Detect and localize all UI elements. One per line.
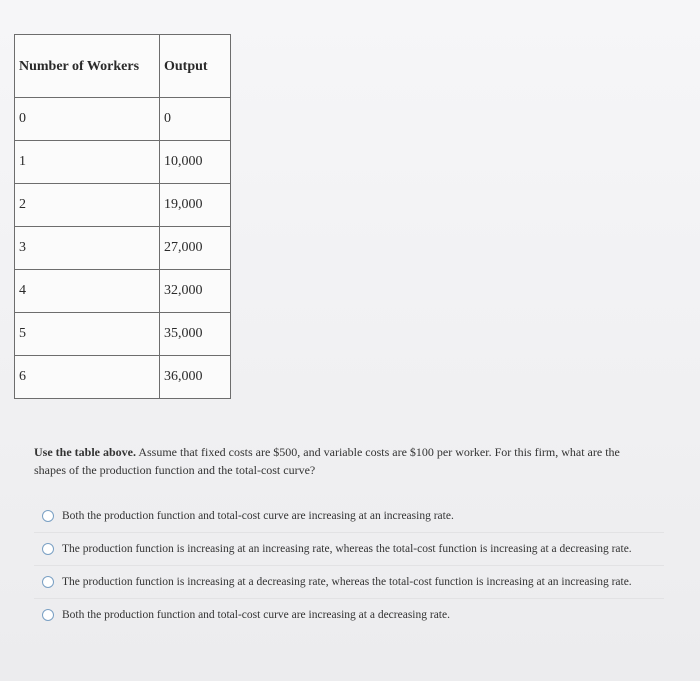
header-number-of-workers: Number of Workers xyxy=(15,35,160,98)
radio-button-icon[interactable] xyxy=(42,543,54,555)
answer-option-label: The production function is increasing at an increasing rate, whereas the total-cost function is increasing at a decreasing rate. xyxy=(62,543,632,555)
table-row xyxy=(15,356,231,399)
workers-cell: 2 xyxy=(15,184,160,227)
table-row xyxy=(15,270,231,313)
answer-option-1[interactable] xyxy=(34,500,664,532)
answer-option-4[interactable] xyxy=(34,598,664,631)
header-output: Output xyxy=(160,35,231,98)
output-cell: 10,000 xyxy=(160,141,231,184)
table-header-row xyxy=(15,35,231,98)
output-cell: 32,000 xyxy=(160,270,231,313)
output-cell: 19,000 xyxy=(160,184,231,227)
workers-cell: 5 xyxy=(15,313,160,356)
question-text xyxy=(34,443,654,479)
workers-output-table xyxy=(14,34,231,399)
table-row xyxy=(15,141,231,184)
output-cell: 27,000 xyxy=(160,227,231,270)
output-cell: 0 xyxy=(160,98,231,141)
answer-option-label: Both the production function and total-cost curve are increasing at an increasing rate. xyxy=(62,510,454,522)
table-row xyxy=(15,184,231,227)
workers-cell: 3 xyxy=(15,227,160,270)
radio-button-icon[interactable] xyxy=(42,510,54,522)
workers-cell: 1 xyxy=(15,141,160,184)
answer-option-label: The production function is increasing at a decreasing rate, whereas the total-cost function is increasing at an increasing rate. xyxy=(62,576,632,588)
table-row xyxy=(15,98,231,141)
table-row xyxy=(15,227,231,270)
question-body: Assume that fixed costs are $500, and variable costs are $100 per worker. For this firm, what are the shapes of the production function and the total-cost curve? xyxy=(34,445,620,477)
question-lead: Use the table above. xyxy=(34,445,136,459)
output-cell: 35,000 xyxy=(160,313,231,356)
table-row xyxy=(15,313,231,356)
output-cell: 36,000 xyxy=(160,356,231,399)
radio-button-icon[interactable] xyxy=(42,609,54,621)
workers-cell: 4 xyxy=(15,270,160,313)
answer-option-2[interactable] xyxy=(34,532,664,565)
answer-options xyxy=(34,500,664,631)
answer-option-label: Both the production function and total-cost curve are increasing at a decreasing rate. xyxy=(62,609,450,621)
workers-cell: 6 xyxy=(15,356,160,399)
radio-button-icon[interactable] xyxy=(42,576,54,588)
workers-cell: 0 xyxy=(15,98,160,141)
answer-option-3[interactable] xyxy=(34,565,664,598)
